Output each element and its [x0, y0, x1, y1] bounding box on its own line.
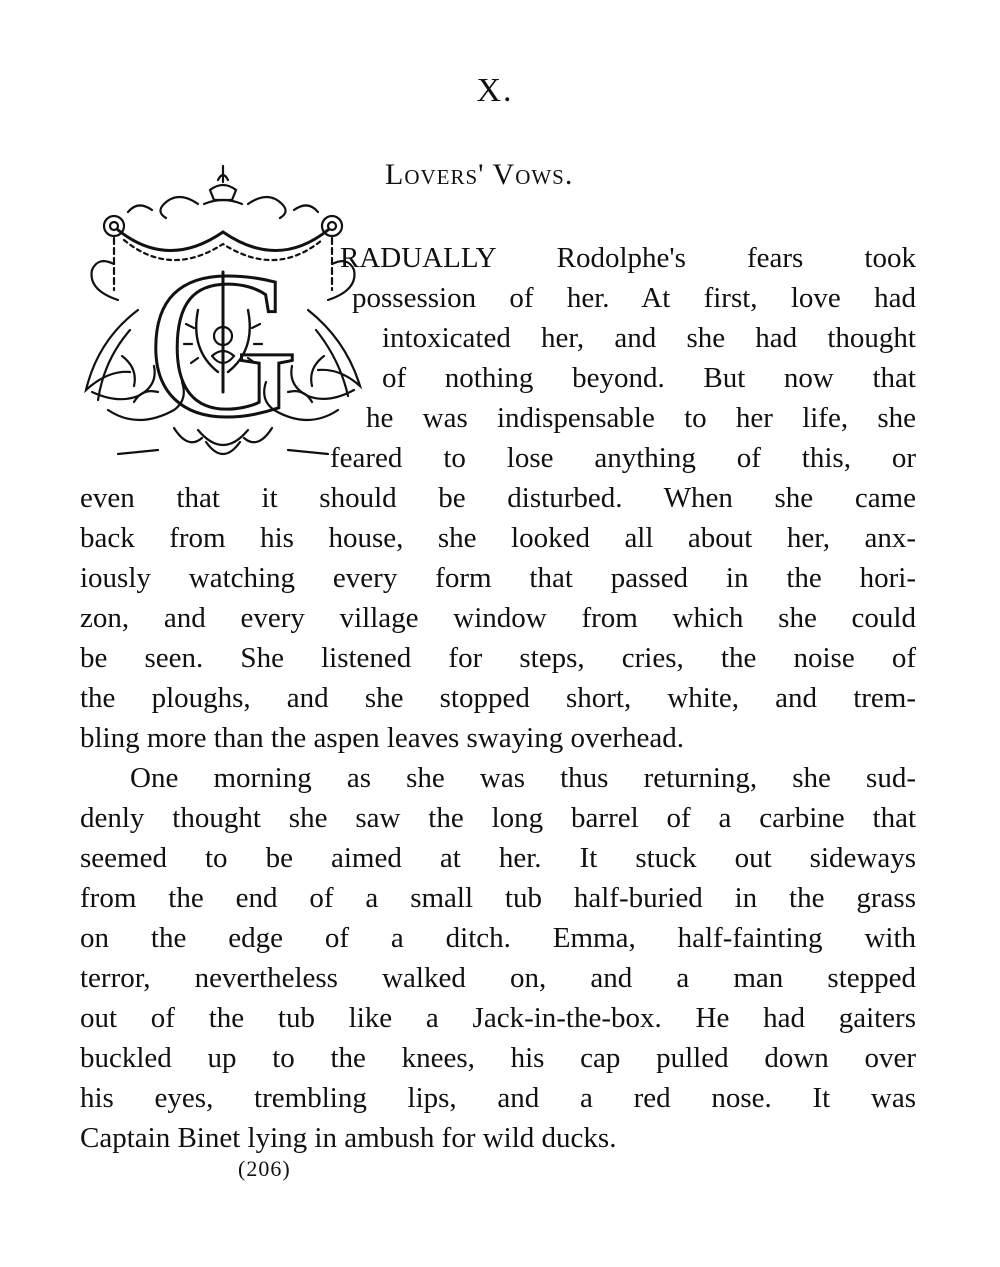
ornamental-drop-cap-icon — [78, 160, 368, 478]
text-line: of nothing beyond. But now that — [382, 362, 916, 394]
text-line: be seen. She listened for steps, cries, the noise of — [80, 642, 916, 674]
text-line: RADUALLY Rodolphe's fears took — [340, 242, 916, 274]
text-line: back from his house, she looked all about her, anx- — [80, 522, 916, 554]
text-line: from the end of a small tub half-buried in the grass — [80, 882, 916, 914]
dropcap-letter: G — [147, 229, 299, 461]
text-line: on the edge of a ditch. Emma, half-fainting with — [80, 922, 916, 954]
text-line: zon, and every village window from which she could — [80, 602, 916, 634]
text-line: he was indispensable to her life, she — [366, 402, 916, 434]
text-line: Captain Binet lying in ambush for wild ducks. — [80, 1122, 617, 1154]
text-line: his eyes, trembling lips, and a red nose. It was — [80, 1082, 916, 1114]
text-line: out of the tub like a Jack-in-the-box. He had gaiters — [80, 1002, 916, 1034]
text-line: iously watching every form that passed in the hori- — [80, 562, 916, 594]
chapter-number: X. — [476, 72, 514, 109]
text-line: One morning as she was thus returning, she sud- — [130, 762, 916, 794]
text-line: denly thought she saw the long barrel of a carbine that — [80, 802, 916, 834]
page-number: (206) — [238, 1156, 291, 1181]
text-line: buckled up to the knees, his cap pulled down over — [80, 1042, 916, 1074]
text-line: feared to lose anything of this, or — [330, 442, 916, 474]
text-line: the ploughs, and she stopped short, white, and trem- — [80, 682, 916, 714]
text-line: terror, nevertheless walked on, and a man stepped — [80, 962, 916, 994]
text-line: intoxicated her, and she had thought — [382, 322, 916, 354]
chapter-title: Lovers' Vows. — [385, 158, 574, 191]
text-line: bling more than the aspen leaves swaying overhead. — [80, 722, 684, 754]
text-line: seemed to be aimed at her. It stuck out sideways — [80, 842, 916, 874]
text-line: possession of her. At first, love had — [352, 282, 916, 314]
text-line: even that it should be disturbed. When she came — [80, 482, 916, 514]
